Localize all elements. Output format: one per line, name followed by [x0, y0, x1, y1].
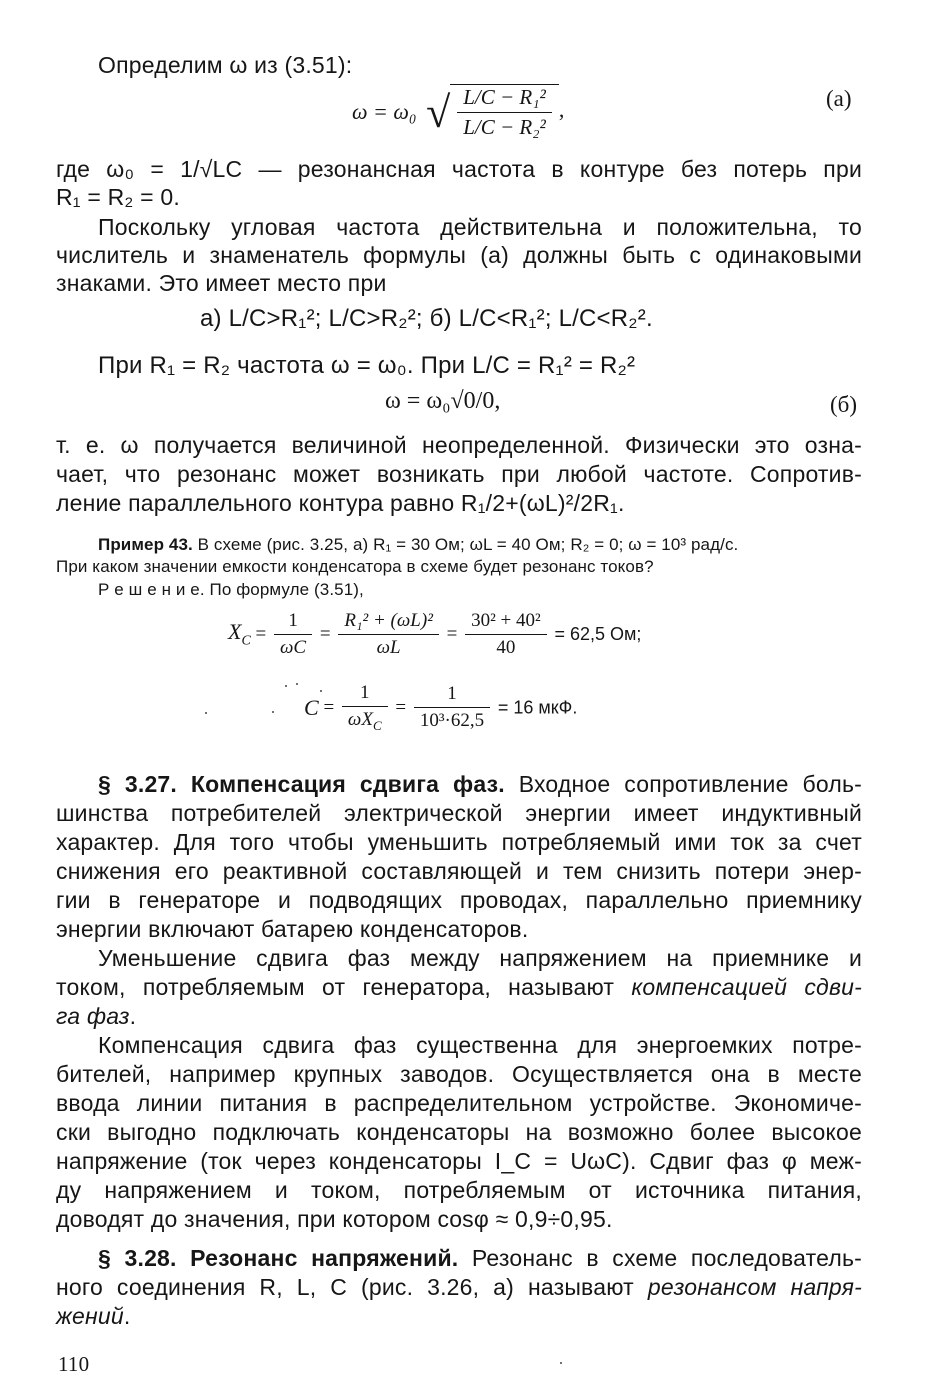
c-frac2-num: 1 [414, 683, 490, 708]
solution-label: Р е ш е н и е. [98, 580, 205, 599]
xc-frac1-num: 1 [274, 610, 312, 635]
since-line-1: Поскольку угловая частота действительна и положительна, то [98, 214, 862, 240]
xc-frac2-den: ωL [376, 637, 401, 658]
equation-a-numerator: L/C − R₁² [457, 85, 552, 113]
sec327-line-6: энергии включают батарею конденсаторов. [56, 916, 529, 942]
after-a-line-1: где ω₀ = 1/√LC — резонансная частота в контуре без потерь при [56, 156, 862, 182]
after-a-line-2: R₁ = R₂ = 0. [56, 184, 180, 210]
equation-a: ω = ω₀ √ $\frac{\text{L/C − R₁²}}{\text{L/C − R₂²}}$ , [352, 85, 565, 139]
since-line-2: числитель и знаменатель формулы (а) должны быть с одинаковыми [56, 242, 862, 268]
page-number: 110 [58, 1352, 90, 1376]
sec327-heading: § 3.27. Компенсация сдвига фаз. [98, 771, 505, 797]
sec328-line-1 [98, 1245, 862, 1272]
sec327-p2-term: компенсацией сдви- [631, 974, 862, 1000]
sqrt-sign: √ [426, 87, 451, 137]
solution-text: По формуле (3.51), [209, 580, 364, 599]
sec327-p2-period: . [129, 1003, 137, 1029]
sec327-line-5: гии в генераторе и подводящих проводах, параллельно приемнику [56, 887, 862, 913]
xc-frac1-den: ωC [280, 637, 307, 658]
c-result: = 16 мкФ. [497, 697, 578, 718]
c-lhs: C [304, 694, 319, 720]
when-line: При R₁ = R₂ частота ω = ω₀. При L/C = R₁² = R₂² [98, 352, 636, 379]
intro-line: Определим ω из (3.51): [98, 52, 353, 78]
sec328-heading: § 3.28. Резонанс напряжений. [98, 1245, 459, 1271]
te-line-1: т. е. ω получается величиной неопределенной. Физически это озна- [56, 432, 862, 458]
sec328-l3-term: жений [56, 1303, 124, 1329]
xc-frac3-num: 30² + 40² [465, 610, 547, 635]
xc-lhs: $X_C$ [228, 619, 251, 649]
xc-frac3-den: 40 [496, 637, 516, 658]
equation-b: ω = ω₀√0/0, [385, 388, 501, 414]
sec327-p3-line-5: напряжение (ток через конденсаторы I_C = UωC). Сдвиг фаз φ меж- [56, 1148, 862, 1174]
sec328-l2-term: резонансом напря- [647, 1274, 863, 1300]
sec328-line-2 [56, 1274, 862, 1301]
example-line-1 [98, 535, 862, 555]
since-line-3: знаками. Это имеет место при [56, 270, 387, 296]
sec327-p3-line-6: ду напряжением и током, потребляемым от источника питания, [56, 1177, 862, 1203]
sec327-p2-line-2 [56, 974, 862, 1001]
sec327-p3-line-4: ски выгодно подключать конденсаторы на возможно более высокое [56, 1119, 862, 1145]
equation-c: C = $\frac{1}{\omega X_C}$ = $\frac{1}{\text{10³·62,5}}$ = 16 мкФ. [304, 682, 578, 733]
scan-speck [296, 683, 298, 685]
sec327-p3-line-3: ввода линии питания в распределительном устройстве. Экономиче- [56, 1090, 862, 1116]
sec327-p2-text: током, потребляемым от генератора, называют [56, 974, 615, 1000]
example-heading: Пример 43. [98, 535, 193, 554]
sec327-p2-line-1: Уменьшение сдвига фаз между напряжением на приемнике и [98, 945, 862, 971]
scan-speck [320, 690, 322, 692]
sec327-line-3: характер. Для того чтобы уменьшить потребляемый ими ток за счет [56, 829, 862, 855]
te-line-2: чает, что резонанс может возникать при любой частоте. Сопротив- [56, 461, 862, 487]
c-frac1-num: 1 [342, 682, 388, 707]
sec327-p2-term-end: га фаз [56, 1003, 130, 1029]
equation-a-denominator: L/C − R₂² [463, 115, 546, 139]
sec327-line-4: снижения его реактивной составляющей и тем снизить потери энер- [56, 858, 862, 884]
sec327-p3-line-1: Компенсация сдвига фаз существенна для энергоемких потре- [98, 1032, 862, 1058]
sec328-l2-text: ного соединения R, L, C (рис. 3.26, а) называют [56, 1274, 634, 1300]
conditions-line: а) L/C>R₁²; L/C>R₂²; б) L/C<R₁²; L/C<R₂². [200, 305, 653, 332]
scan-speck [272, 711, 274, 713]
sec327-line-1 [98, 771, 862, 798]
solution-line [98, 580, 364, 600]
scan-speck [285, 685, 287, 687]
sec327-l1-tail: Входное сопротивление боль- [518, 771, 862, 797]
equation-a-lhs: ω = ω₀ [352, 99, 417, 124]
c-frac1-den: $\omega X_C$ [347, 709, 382, 733]
sec327-p2-line-3 [56, 1003, 136, 1030]
te-line-3: ление параллельного контура равно R₁/2+(ωL)²/2R₁. [56, 490, 625, 516]
sec328-l3-period: . [123, 1303, 131, 1329]
example-line-2: При каком значении емкости конденсатора в схеме будет резонанс токов? [56, 557, 654, 576]
sec328-line-3 [56, 1303, 130, 1330]
scan-speck [205, 712, 207, 714]
equation-a-radicand [450, 84, 559, 140]
example-text-1: В схеме (рис. 3.25, а) R₁ = 30 Ом; ωL = 40 Ом; R₂ = 0; ω = 10³ рад/с. [197, 535, 739, 554]
sec328-l1-tail: Резонанс в схеме последователь- [471, 1245, 862, 1271]
equation-xc: $X_C$ = $\frac{1}{\omega C}$ = $\frac{\text{R₁² + (ωL)²}}{\omega L}$ = $\frac{\text{30² + 40²}}{40}$ = 62,5 Ом; [228, 610, 642, 658]
xc-frac2-num: R₁² + (ωL)² [338, 610, 439, 635]
equation-b-label: (б) [830, 392, 858, 417]
sec327-p3-line-2: бителей, например крупных заводов. Осуществляется она в месте [56, 1061, 862, 1087]
c-frac2-den: 10³·62,5 [419, 710, 485, 732]
sec327-p3-line-7: доводят до значения, при котором cosφ ≈ 0,9÷0,95. [56, 1206, 613, 1232]
scan-speck [560, 1362, 562, 1364]
sec327-line-2: шинства потребителей электрической энергии имеет индуктивный [56, 800, 862, 826]
xc-result: = 62,5 Ом; [554, 624, 642, 644]
equation-a-label: (а) [826, 86, 852, 111]
